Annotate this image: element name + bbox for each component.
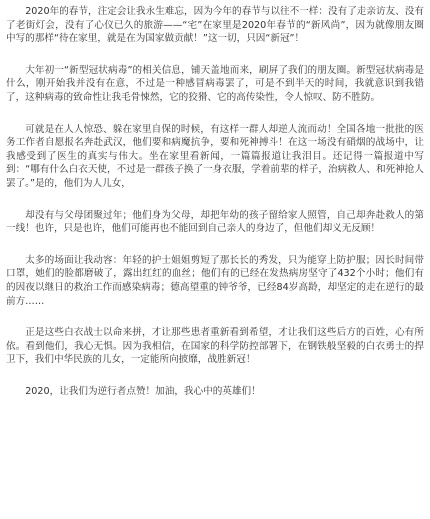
paragraph-6: 正是这些白衣战士以命来拼，才让那些患者重新看到希望，才让我们这些后方的百姓，心有所依。看到他们，我心无惧。因为我相信，在国家的科学防控部署下，在钢铁般坚毅的白衣勇士的捍卫下，我们中华民族的儿女，一定能所向披靡，战胜新冠！	[6, 327, 424, 366]
paragraph-3: 可就是在人人惊恐、躲在家里自保的时候，有这样一群人却逆人流而动！全国各地一批批的医务工作者自愿报名奔赴武汉，他们要和病魔抗争，要和死神搏斗！在这一场没有硝烟的战场中，让我感受到了医生的真实与伟大。坐在家里看新闻，一篇篇报道让我泪目。还记得一篇报道中写到：“哪有什么白衣天使，不过是一群孩子换了一身衣服，学着前辈的样子，治病救人、和死神抢人罢了。”是的，他们为人儿女，	[6, 123, 424, 189]
paragraph-7: 2020，让我们为逆行者点赞！加油，我心中的英雄们！	[25, 385, 261, 397]
paragraph-1: 2020年的春节，注定会让我永生难忘，因为今年的春节与以往不一样：没有了走亲访友、没有了老街灯会，没有了心仪已久的旅游——“宅”在家里是2020年春节的“新风尚”，因为就像朋友圈中写的那样“待在家里，就是在为国家做贡献！”这一切，只因“新冠”！	[6, 6, 424, 45]
paragraph-2: 大年初一“新型冠状病毒”的相关信息，铺天盖地而来，刷屏了我们的朋友圈。新型冠状病毒是什么，刚开始我并没有在意，不过是一种感冒病毒罢了，可是不到半天的时间，我就意识到我错了，这种病毒的致命性让我毛骨悚然，它的狡猾、它的高传染性，令人惊叹、防不胜防。	[6, 64, 424, 103]
paragraph-5: 太多的场面让我动容：年轻的护士姐姐剪短了那长长的秀发，只为能穿上防护服；因长时间带口罩，她们的脸都磨破了，露出红红的血丝；他们有的已经在发热病房坚守了432个小时；他们有的因夜以继日的救治工作而感染病毒；德高望重的钟爷爷，已经84岁高龄，却坚定的走在逆行的最前方……	[6, 254, 424, 307]
paragraph-4: 却没有与父母团聚过年；他们身为父母，却把年幼的孩子留给家人照管，自己却奔赴救人的第一线！也许，只是也许，他们可能再也不能回到自己亲人的身边了，但他们却义无反顾！	[6, 209, 424, 235]
